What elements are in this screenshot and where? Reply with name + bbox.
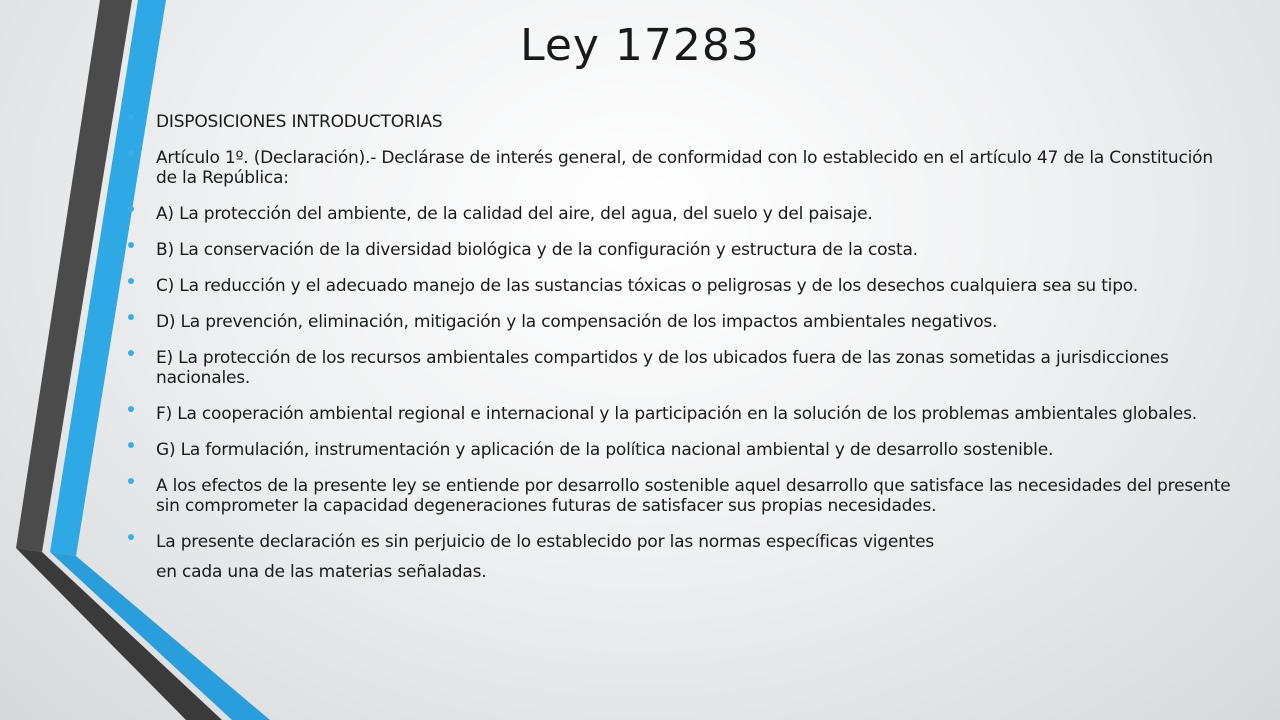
bullet-dot-icon — [128, 478, 134, 484]
bullet-item: B) La conservación de la diversidad biológica y de la configuración y estructura de la costa. — [156, 240, 1236, 260]
bullet-dot-icon — [128, 314, 134, 320]
bullet-dot-icon — [128, 534, 134, 540]
bullet-item: D) La prevención, eliminación, mitigación y la compensación de los impactos ambientales negativos. — [156, 312, 1236, 332]
bullet-dot-icon — [128, 442, 134, 448]
bullet-item: E) La protección de los recursos ambientales compartidos y de los ubicados fuera de las zonas sometidas a jurisdicciones nacionales. — [156, 348, 1236, 388]
bullet-item: A) La protección del ambiente, de la calidad del aire, del agua, del suelo y del paisaje. — [156, 204, 1236, 224]
bullet-dot-icon — [128, 150, 134, 156]
bullet-item: F) La cooperación ambiental regional e internacional y la participación en la solución de los problemas ambientales globales. — [156, 404, 1236, 424]
bullet-item: A los efectos de la presente ley se entiende por desarrollo sostenible aquel desarrollo que satisface las necesidades del presente sin comprometer la capacidad degeneraciones futuras de satisfacer sus propias necesidades. — [156, 476, 1236, 516]
bullet-item: G) La formulación, instrumentación y aplicación de la política nacional ambiental y de desarrollo sostenible. — [156, 440, 1236, 460]
bullet-dot-icon — [128, 406, 134, 412]
bullet-dot-icon — [128, 350, 134, 356]
bullet-list — [156, 112, 1236, 598]
bullet-item: DISPOSICIONES INTRODUCTORIAS — [156, 112, 1236, 132]
bullet-item: La presente declaración es sin perjuicio de lo establecido por las normas específicas vigentes — [156, 532, 1236, 552]
continuation-line: en cada una de las materias señaladas. — [156, 562, 487, 582]
bullet-dot-icon — [128, 242, 134, 248]
bullet-dot-icon — [128, 114, 134, 120]
bullet-item: C) La reducción y el adecuado manejo de las sustancias tóxicas o peligrosas y de los desechos cualquiera sea su tipo. — [156, 276, 1236, 296]
bullet-item: Artículo 1º. (Declaración).- Declárase de interés general, de conformidad con lo establecido en el artículo 47 de la Constitución de la República: — [156, 148, 1236, 188]
bullet-dot-icon — [128, 206, 134, 212]
slide-title: Ley 17283 — [520, 20, 760, 71]
bullet-dot-icon — [128, 278, 134, 284]
